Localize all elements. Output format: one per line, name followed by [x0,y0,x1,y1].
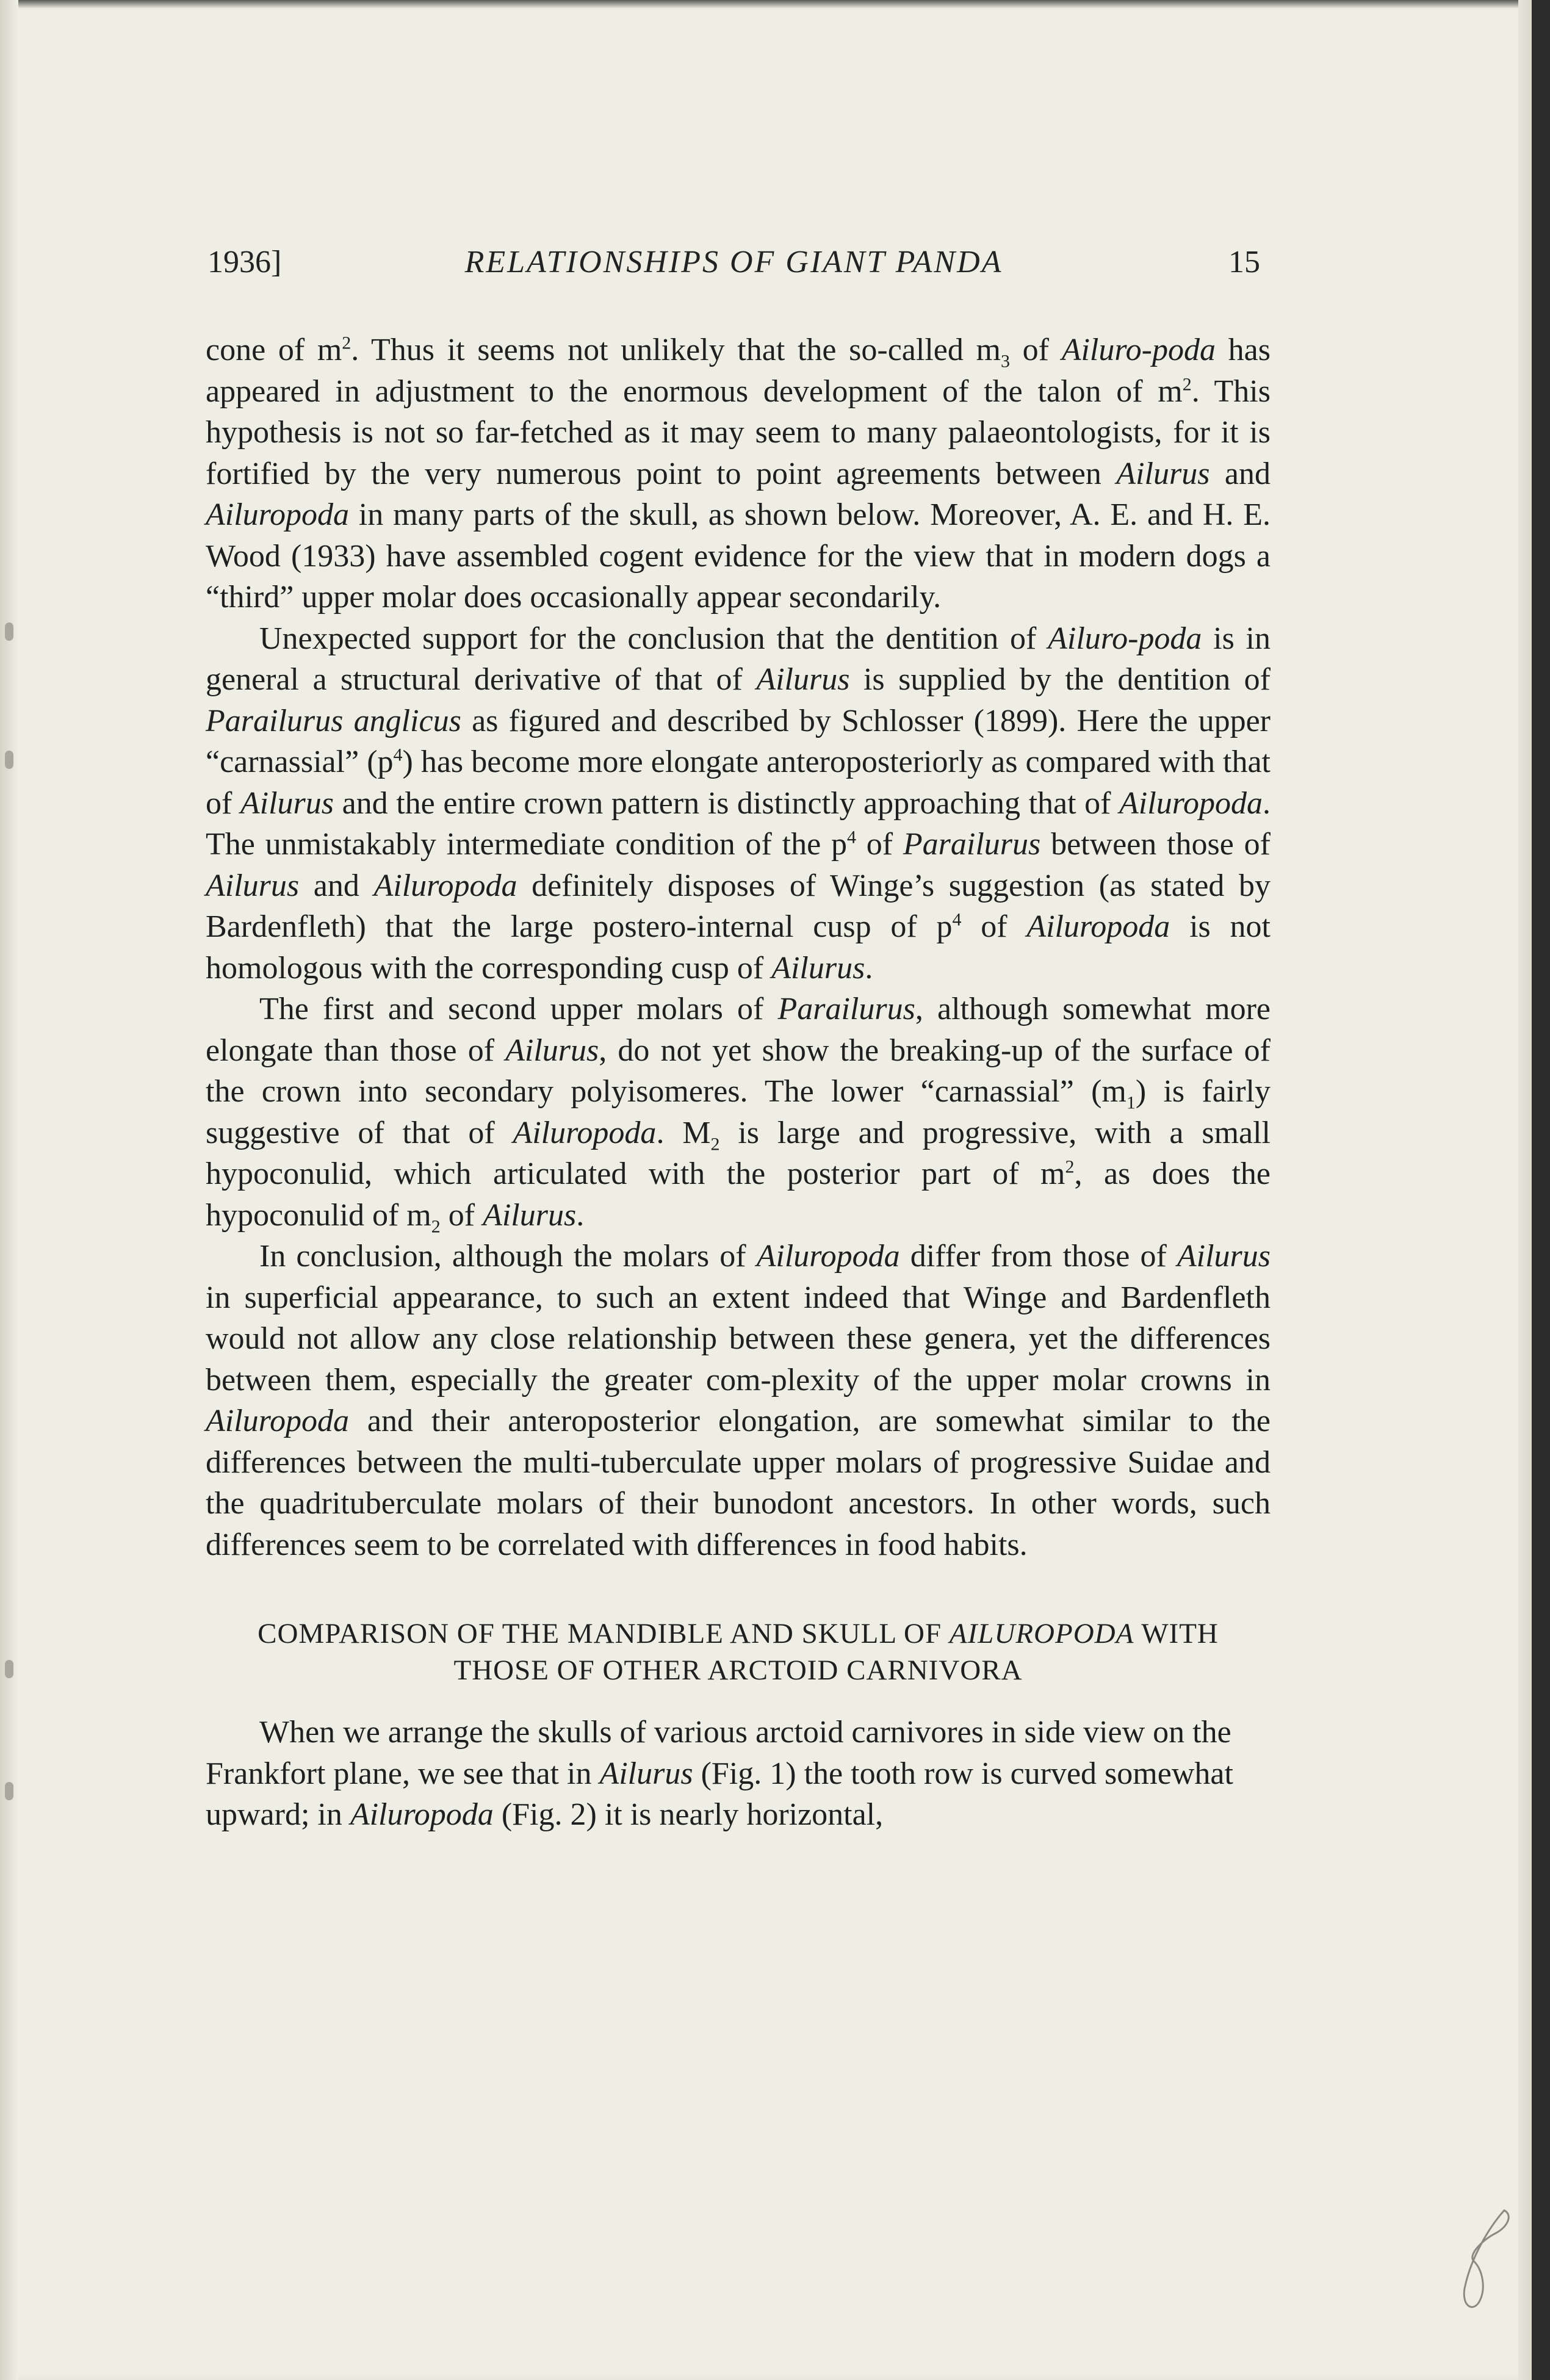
text-run: In conclusion, although the molars of [259,1239,757,1274]
text-run: has appeared in adjustment to the enormous development of the talon of m [206,333,1271,409]
genus-name: Ailuro-poda [1061,333,1216,367]
text-run: of [1010,333,1062,367]
genus-name: Ailurus [1177,1239,1271,1274]
section-heading-genus: AILUROPODA [949,1618,1134,1650]
text-run: and the entire crown pattern is distinctly approaching that of [334,785,1120,821]
text-run: When we arrange the skulls of various arctoid carnivores in side view on the Frankfort plane, we see that in [206,1715,1231,1791]
genus-name: Ailuropoda [513,1115,657,1150]
text-run: ) is fairly suggestive of that of [206,1074,1271,1150]
section-heading-line-1 [206,1615,1271,1652]
paragraph [206,330,1271,618]
top-edge-shadow [0,0,1532,9]
text-run: and [1209,456,1271,491]
genus-name: Ailurus [599,1756,693,1791]
text-run: is large and progressive, with a small hypoconulid, which articulated with the posterior part of m [206,1115,1271,1191]
text-run: . [576,1197,585,1233]
tooth-subscript: 3 [1001,351,1010,372]
text-run: between those of [1040,827,1271,862]
text-run: cone of m [206,333,342,367]
genus-name: Ailurus [771,950,865,986]
section-heading [206,1615,1271,1689]
tooth-subscript: 2 [710,1133,720,1154]
tooth-subscript: 1 [1126,1092,1136,1113]
genus-name: Ailuropoda [206,497,349,532]
text-run: The first and second upper molars of [259,992,778,1026]
genus-name: Parailurus [777,992,915,1026]
text-run: . This hypothesis is not so far-fetched as it may seem to many palaeontologists, for it is fortified by the very numerous point to point agreements between [206,373,1271,491]
text-run: of [440,1197,483,1233]
text-run: , do not yet show the breaking-up of the surface of the crown into secondary polyisomeres. The lower “carnassial” (m [206,1033,1271,1109]
genus-name: Parailurus anglicus [206,703,461,738]
text-run: , although somewhat more elongate than those of [206,992,1271,1068]
text-run: differ from those of [899,1239,1177,1274]
text-run: in superficial appearance, to such an extent indeed that Winge and Bardenfleth would not allow any close relationship between these genera, yet the differences between them, especially the greater com-plexity of the upper molar crowns in [206,1280,1271,1397]
genus-name: Ailuropoda [350,1797,494,1832]
genus-name: Ailuropoda [1119,785,1263,821]
text-run: . M [656,1115,711,1150]
text-run: is not homologous with the corresponding cusp of [206,909,1271,986]
text-run: of [961,909,1027,944]
pencil-annotation-icon [1446,2203,1526,2319]
genus-name: Ailurus [756,662,850,697]
running-head-year: 1936] [207,245,282,279]
text-run: as figured and described by Schlosser (1899). Here the upper “carnassial” (p [206,703,1271,779]
paragraph [206,989,1271,1236]
genus-name: Ailurus [1116,456,1210,491]
text-run: , as does the hypoconulid of m [206,1156,1271,1233]
paragraph [206,1712,1271,1836]
tooth-superscript: 2 [342,333,351,353]
running-head-title: RELATIONSHIPS OF GIANT PANDA [464,245,1003,279]
genus-name: Ailuro-poda [1048,621,1202,656]
genus-name: Ailurus [206,868,300,903]
text-run: (Fig. 2) it is nearly horizontal, [493,1797,884,1832]
text-run: of [856,827,903,862]
text-run: ) has become more elongate anteroposteriorly as compared with that of [206,745,1271,821]
body-text [206,330,1271,1836]
text-run: is in general a structural derivative of that of [206,621,1271,697]
page-number: 15 [1228,245,1260,279]
section-heading-text: COMPARISON OF THE MANDIBLE AND SKULL OF [258,1618,950,1650]
tooth-subscript: 2 [431,1216,441,1236]
binding-hole [5,622,13,641]
binding-hole [5,1782,13,1800]
paragraph [206,618,1271,989]
text-run: and their anteroposterior elongation, are somewhat similar to the differences between the multi-tuberculate upper molars of progressive Suidae and the quadrituberculate molars of their bunodont ancestors. In other words, such differences seem to be correlated with differences in food habits. [206,1404,1271,1562]
genus-name: Ailuropoda [1026,909,1170,944]
paragraph [206,1236,1271,1565]
tooth-superscript: 4 [846,827,856,848]
text-run: . [865,950,873,986]
page-binding [0,0,18,2380]
tooth-superscript: 4 [952,909,962,930]
running-head [207,244,1260,287]
tooth-superscript: 2 [1065,1156,1075,1177]
text-run: (Fig. 1) the tooth row is curved somewhat upward; in [206,1756,1233,1832]
text-run: . The unmistakably intermediate condition of the p [206,785,1271,862]
genus-name: Ailurus [483,1197,577,1233]
text-run: . Thus it seems not unlikely that the so-called m [351,333,1001,367]
section-heading-line-2: THOSE OF OTHER ARCTOID CARNIVORA [453,1654,1023,1686]
page-right-edge [1518,0,1532,2380]
section-heading-text: WITH [1134,1618,1219,1650]
binding-hole [5,751,13,769]
genus-name: Parailurus [903,827,1041,862]
text-run: is supplied by the dentition of [849,662,1271,697]
genus-name: Ailuropoda [206,1404,349,1438]
text-run: in many parts of the skull, as shown below. Moreover, A. E. and H. E. Wood (1933) have assembled cogent evidence for the view that in modern dogs a “third” upper molar does occasionally appear secondarily. [206,497,1271,615]
binding-hole [5,1660,13,1678]
genus-name: Ailurus [240,785,334,821]
genus-name: Ailuropoda [756,1239,900,1274]
genus-name: Ailurus [505,1033,599,1068]
genus-name: Ailuropoda [373,868,517,903]
text-run: definitely disposes of Winge’s suggestion (as stated by Bardenfleth) that the large postero-internal cusp of p [206,868,1271,944]
text-run: and [299,868,374,903]
text-run: Unexpected support for the conclusion that the dentition of [259,621,1048,656]
tooth-superscript: 4 [393,745,403,765]
tooth-superscript: 2 [1182,374,1192,395]
